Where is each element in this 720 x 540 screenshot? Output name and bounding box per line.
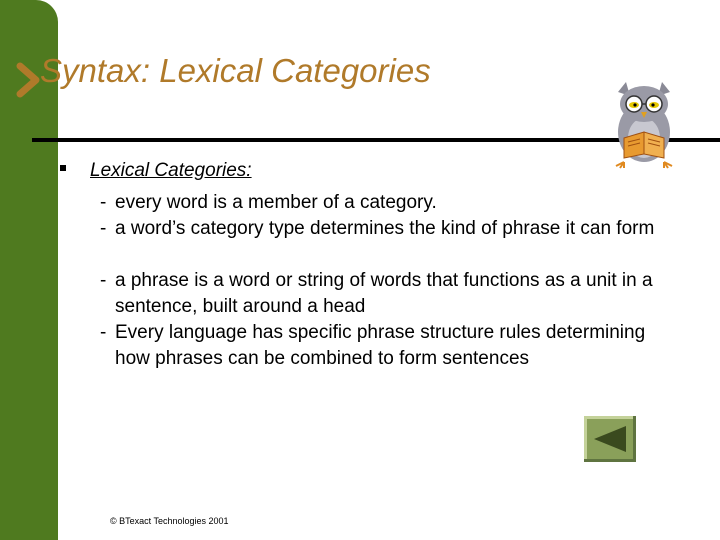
list-item-text: Every language has specific phrase structure rules determining how phrases can be combined to form sentences	[115, 322, 646, 369]
page-title: Syntax: Lexical Categories	[40, 52, 431, 89]
list-item-text: a phrase is a word or string of words that functions as a unit in a sentence, built around a head	[115, 270, 653, 317]
dash-marker: -	[100, 322, 107, 343]
back-button[interactable]	[584, 416, 636, 462]
list-item	[100, 190, 675, 216]
copyright-footer: © BTexact Technologies 2001	[110, 516, 229, 526]
list-item	[100, 268, 675, 320]
list-item-text: a word’s category type determines the kind of phrase it can form	[115, 218, 655, 239]
bullet-heading: Lexical Categories:	[90, 160, 252, 181]
list-item-text: every word is a member of a category.	[115, 192, 437, 213]
reading-owl-icon	[598, 78, 690, 170]
list-item	[100, 320, 675, 372]
dash-marker: -	[100, 270, 107, 291]
dash-marker: -	[100, 218, 107, 239]
back-arrow-icon	[592, 424, 628, 454]
bullet-square-icon	[60, 165, 66, 171]
dash-marker: -	[100, 192, 107, 213]
list-item	[100, 216, 675, 242]
